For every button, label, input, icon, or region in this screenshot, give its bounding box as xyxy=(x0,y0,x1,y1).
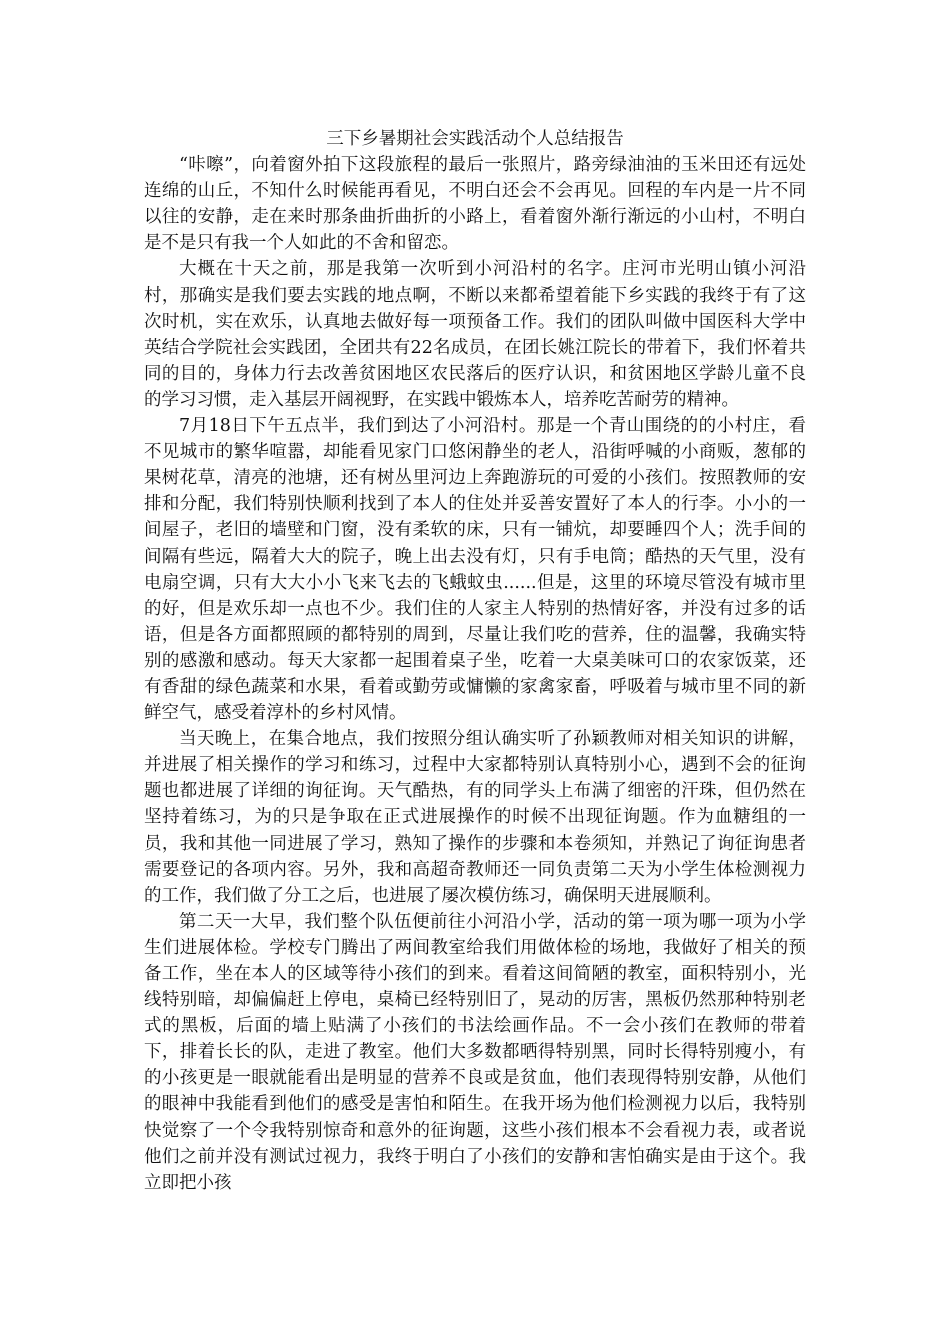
document-title: 三下乡暑期社会实践活动个人总结报告 xyxy=(326,129,624,149)
paragraph-preparation: 大概在十天之前，那是我第一次听到小河沿村的名字。庄河市光明山镇小河沿村，那确实是我们要去实践的地点啊，不断以来都希望着能下乡实践的我终于有了这次时机，实在欢乐，认真地去做好每一项预备工作。我们的团队叫做中国医科大学中英结合学院社会实践团，全团共有22名成员，在团长姚江院长的带着下，我们怀着共同的目的，身体力行去改善贫困地区农民落后的医疗认识，和贫困地区学龄儿童不良的学习习惯，走入基层开阔视野，在实践中锻炼本人，培养吃苦耐劳的精神。 xyxy=(144,259,806,410)
paragraph-training: 当天晚上，在集合地点，我们按照分组认确实听了孙颖教师对相关知识的讲解，并进展了相关操作的学习和练习，过程中大家都特别认真特别小心，遇到不会的征询题也都进展了详细的询征询。天气酷热，有的同学头上布满了细密的汗珠，但仍然在坚持着练习，为的只是争取在正式进展操作的时候不出现征询题。作为血糖组的一员，我和其他一同进展了学习，熟知了操作的步骤和本卷须知，并熟记了询征询患者需要登记的各项内容。另外，我和高超奇教师还一同负责第二天为小学生体检测视力的工作，我们做了分工之后，也进展了屡次模仿练习，确保明天进展顺利。 xyxy=(144,729,806,906)
paragraph-arrival: 7月18日下午五点半，我们到达了小河沿村。那是一个青山围绕的的小村庄，看不见城市的繁华喧嚣，却能看见家门口悠闲静坐的老人，沿街呼喊的小商贩，葱郁的果树花草，清亮的池塘，还有树丛里河边上奔跑游玩的可爱的小孩们。按照教师的安排和分配，我们特别快顺利找到了本人的住处并妥善安置好了本人的行李。小小的一间屋子，老旧的墙壁和门窗，没有柔软的床，只有一铺炕，却要睡四个人；洗手间的间隔有些远，隔着大大的院子，晚上出去没有灯，只有手电筒；酷热的天气里，没有电扇空调，只有大大小小飞来飞去的飞蛾蚊虫......但是，这里的环境尽管没有城市里的好，但是欢乐却一点也不少。我们住的人家主人特别的热情好客，并没有过多的话语，但是各方面都照顾的都特别的周到，尽量让我们吃的营养，住的温馨，我确实特别的感激和感动。每天大家都一起围着桌子坐，吃着一大桌美味可口的农家饭菜，还有香甜的绿色蔬菜和水果，看着或勤劳或慵懒的家禽家畜，呼吸着与城市里不同的新鲜空气，感受着淳朴的乡村风情。 xyxy=(144,416,806,724)
document-page xyxy=(144,126,806,1196)
paragraph-departure: “咔嚓”，向着窗外拍下这段旅程的最后一张照片，路旁绿油油的玉米田还有远处连绵的山丘，不知什么时候能再看见，不明白还会不会再见。回程的车内是一片不同以往的安静，走在来时那条曲折曲折的小路上，看着窗外渐行渐远的小山村，不明白是不是只有我一个人如此的不舍和留恋。 xyxy=(144,155,806,254)
paragraph-health-check: 第二天一大早，我们整个队伍便前往小河沿小学，活动的第一项为哪一项为小学生们进展体检。学校专门腾出了两间教室给我们用做体检的场地，我做好了相关的预备工作，坐在本人的区域等待小孩们的到来。看着这间简陋的教室，面积特别小，光线特别暗，却偏偏赶上停电，桌椅已经特别旧了，晃动的厉害，黑板仍然那种特别老式的黑板，后面的墙上贴满了小孩们的书法绘画作品。不一会小孩们在教师的带着下，排着长长的队，走进了教室。他们大多数都晒得特别黑，同时长得特别瘦小，有的小孩更是一眼就能看出是明显的营养不良或是贫血，他们表现得特别安静，从他们的眼神中我能看到他们的感受是害怕和陌生。在我开场为他们检测视力以后，我特别快觉察了一个令我特别惊奇和意外的征询题，这些小孩们根本不会看视力表，或者说他们之前并没有测试过视力，我终于明白了小孩们的安静和害怕确实是由于这个。我立即把小孩 xyxy=(144,911,806,1193)
